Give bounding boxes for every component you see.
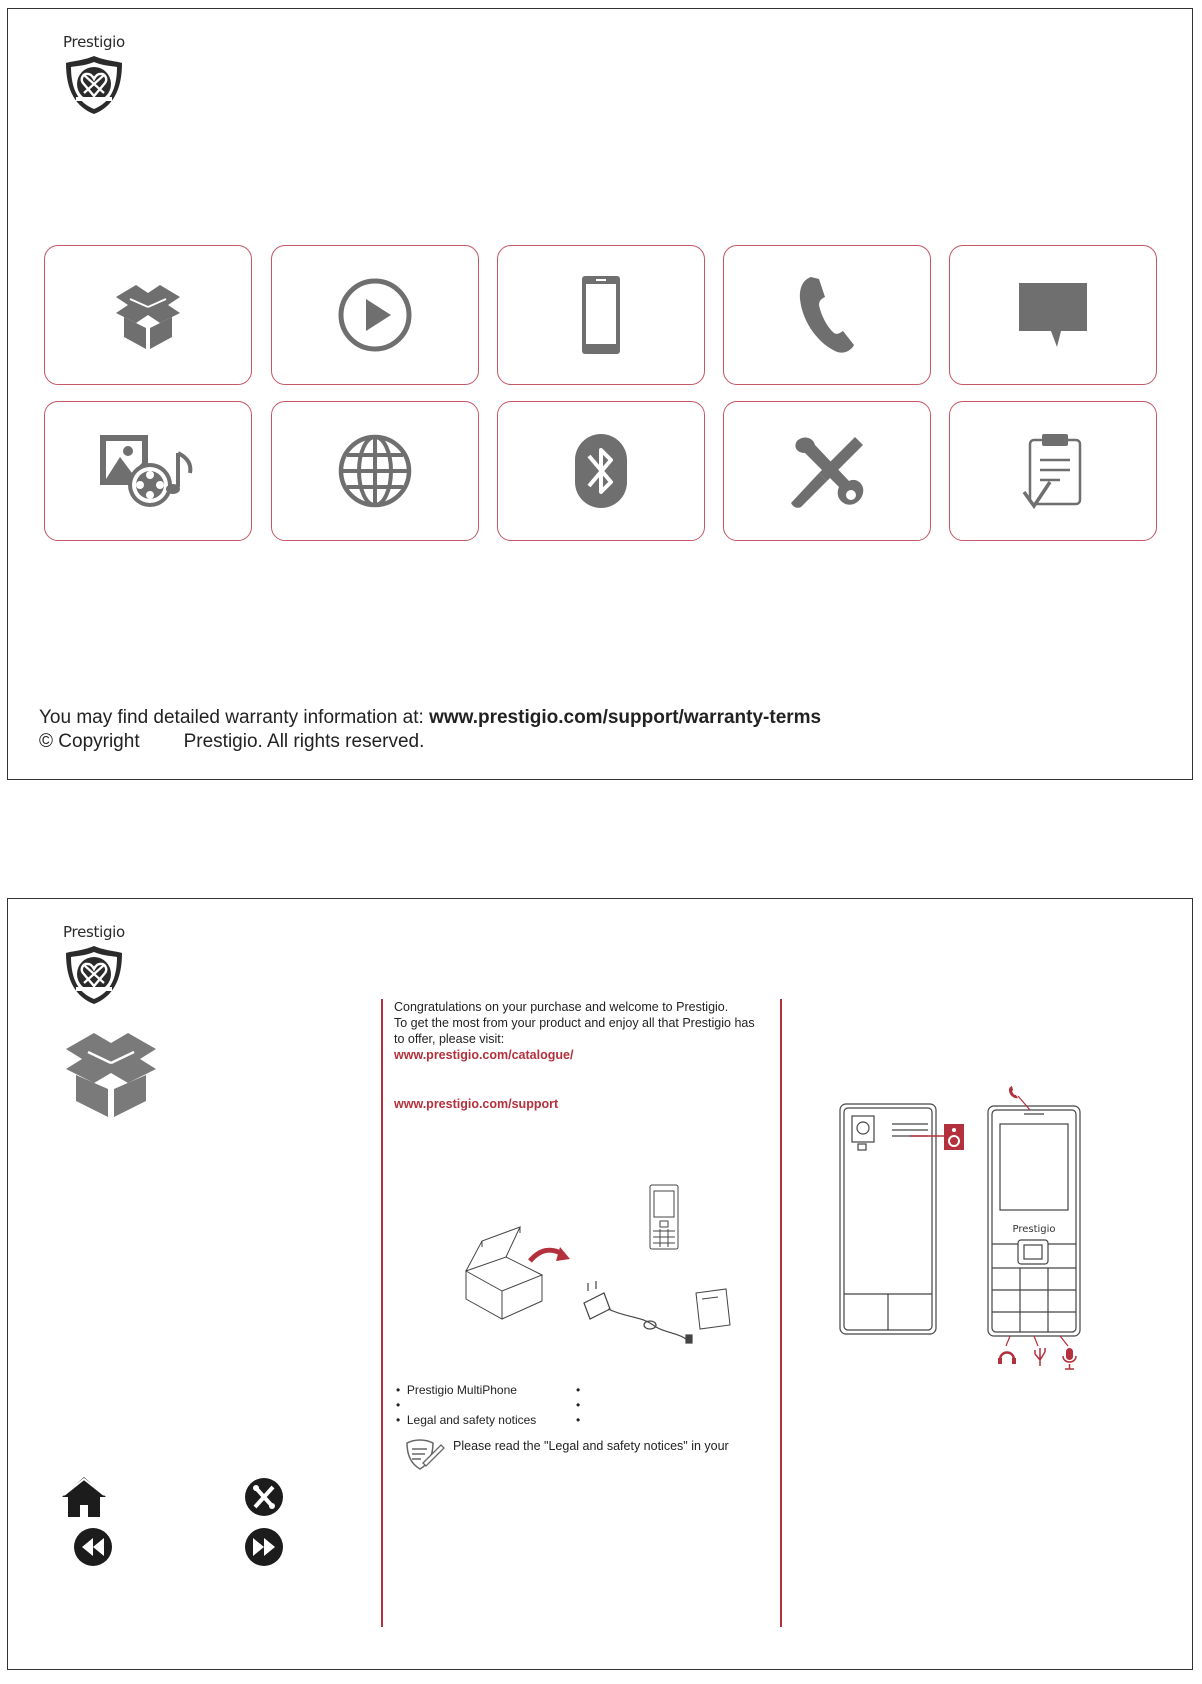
- clipboard-icon: [1020, 430, 1086, 512]
- tile-multimedia[interactable]: [44, 401, 252, 541]
- list-item: •: [576, 1413, 587, 1427]
- list-item: •: [576, 1383, 587, 1397]
- tools-icon: [787, 431, 867, 511]
- play-icon: [337, 277, 413, 353]
- call-icon: [797, 275, 857, 355]
- column-divider-left: [381, 999, 383, 1627]
- tile-introduction[interactable]: [271, 245, 479, 385]
- phone-front-view: [988, 1106, 1080, 1336]
- open-box-drawing: [466, 1227, 542, 1319]
- list-item: • Prestigio MultiPhone: [396, 1383, 517, 1397]
- box-icon: [56, 1025, 166, 1119]
- tile-messaging[interactable]: [949, 245, 1157, 385]
- welcome-line-2: To get the most from your product and enjoy all that Prestigio has: [394, 1016, 755, 1030]
- note-icon: [403, 1437, 445, 1471]
- brand-name: Prestigio: [63, 33, 125, 51]
- shield-icon: [62, 53, 126, 117]
- safety-note: [403, 1437, 729, 1471]
- bluetooth-icon: [573, 432, 629, 510]
- tile-getting-started[interactable]: [44, 245, 252, 385]
- list-item: •: [576, 1398, 587, 1412]
- copyright-label: © Copyright: [39, 731, 140, 752]
- box-icon: [108, 279, 188, 351]
- welcome-line-1: Congratulations on your purchase and welcome to Prestigio.: [394, 1000, 729, 1014]
- settings-button[interactable]: [244, 1477, 284, 1517]
- copyright-text: Prestigio. All rights reserved.: [183, 731, 425, 752]
- tile-settings[interactable]: [723, 401, 931, 541]
- welcome-text: [394, 999, 784, 1112]
- safety-note-text: Please read the "Legal and safety notices" in your: [453, 1439, 729, 1453]
- manual-drawing: [696, 1289, 730, 1329]
- usb-port-icon: [1035, 1348, 1045, 1366]
- tile-calls[interactable]: [723, 245, 931, 385]
- speaker-icon: [944, 1124, 964, 1150]
- home-button[interactable]: [60, 1475, 108, 1519]
- phone-drawing: [650, 1185, 678, 1249]
- phone-brand-label: Prestigio: [1012, 1224, 1056, 1235]
- tile-internet[interactable]: [271, 401, 479, 541]
- warranty-text: You may find detailed warranty information at:: [39, 707, 430, 728]
- charger-drawing: [584, 1281, 692, 1343]
- support-link[interactable]: www.prestigio.com/support: [394, 1097, 559, 1111]
- list-item: •: [396, 1398, 407, 1412]
- previous-button[interactable]: [73, 1527, 113, 1567]
- tile-device[interactable]: [497, 245, 705, 385]
- welcome-line-3: to offer, please visit:: [394, 1032, 505, 1046]
- brand-name-2: Prestigio: [63, 923, 125, 941]
- list-item: • Legal and safety notices: [396, 1413, 537, 1427]
- tile-specifications[interactable]: [949, 401, 1157, 541]
- multimedia-icon: [98, 433, 198, 509]
- headphone-jack-icon: [998, 1353, 1016, 1365]
- box-contents-illustration: [460, 1179, 740, 1379]
- tile-connectivity[interactable]: [497, 401, 705, 541]
- catalogue-link[interactable]: www.prestigio.com/catalogue/: [394, 1048, 574, 1062]
- phone-back-view: [840, 1104, 936, 1334]
- brand-logo-2: [54, 923, 134, 1007]
- phone-device-icon: [578, 274, 624, 356]
- shield-icon: [62, 943, 126, 1007]
- cover-footer: [39, 706, 821, 754]
- warranty-link[interactable]: www.prestigio.com/support/warranty-terms: [429, 707, 822, 728]
- cover-page: [7, 8, 1193, 780]
- next-button[interactable]: [244, 1527, 284, 1567]
- message-icon: [1017, 281, 1089, 349]
- brand-logo: [54, 33, 134, 117]
- getting-started-page: [7, 898, 1193, 1670]
- globe-icon: [337, 433, 413, 509]
- phone-diagram: [828, 1084, 1128, 1374]
- microphone-icon: [1063, 1348, 1076, 1369]
